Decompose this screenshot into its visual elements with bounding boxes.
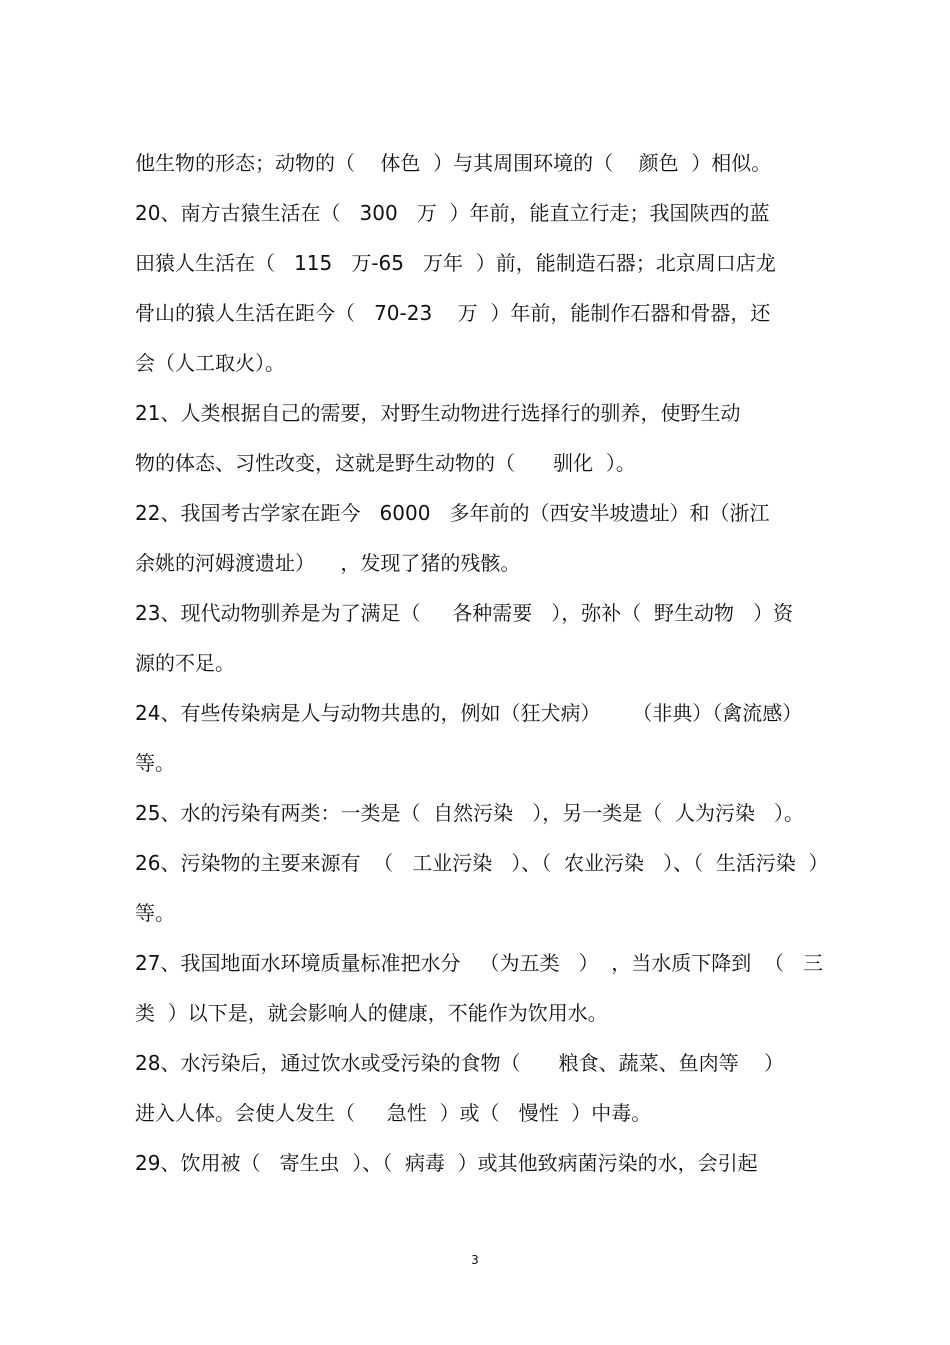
text-line-18: 类 ）以下是，就会影响人的健康，不能作为饮用水。 (135, 1001, 608, 1025)
text-line-20: 进入人体。会使人发生（ 急性 ）或（ 慢性 ）中毒。 (135, 1101, 652, 1125)
text-line-9: 余姚的河姆渡遗址） ，发现了猪的残骸。 (135, 551, 521, 575)
page-number: 3 (471, 1253, 479, 1267)
text-line-21: 29、饮用被（ 寄生虫 ）、（ 病毒 ）或其他致病菌污染的水，会引起 (135, 1151, 758, 1175)
text-line-16: 等。 (135, 901, 175, 925)
text-line-8: 22、我国考古学家在距今 6000 多年前的（西安半坡遗址）和（浙江 (135, 501, 770, 525)
text-line-5: 会（人工取火）。 (135, 351, 285, 375)
text-line-3: 田猿人生活在（ 115 万-65 万年 ）前，能制造石器；北京周口店龙 (135, 251, 776, 275)
text-line-6: 21、人类根据自己的需要，对野生动物进行选择行的驯养，使野生动 (135, 401, 741, 425)
text-line-2: 20、南方古猿生活在（ 300 万 ）年前，能直立行走；我国陕西的蓝 (135, 201, 770, 225)
text-line-14: 25、水的污染有两类：一类是（ 自然污染 ），另一类是（ 人为污染 ）。 (135, 801, 805, 825)
text-line-13: 等。 (135, 751, 175, 775)
text-line-10: 23、现代动物驯养是为了满足（ 各种需要 ），弥补（ 野生动物 ）资 (135, 601, 794, 625)
text-line-17: 27、我国地面水环境质量标准把水分 （为五类 ） ，当水质下降到 （ 三 (135, 951, 824, 975)
text-line-11: 源的不足。 (135, 651, 235, 675)
text-line-4: 骨山的猿人生活在距今（ 70-23 万 ）年前，能制作石器和骨器，还 (135, 301, 771, 325)
text-line-15: 26、污染物的主要来源有 （ 工业污染 ）、（ 农业污染 ）、（ 生活污染 ） (135, 851, 829, 875)
text-line-7: 物的体态、习性改变，这就是野生动物的（ 驯化 ）。 (135, 451, 636, 475)
text-line-1: 他生物的形态；动物的（ 体色 ）与其周围环境的（ 颜色 ）相似。 (135, 151, 772, 175)
text-line-12: 24、有些传染病是人与动物共患的，例如（狂犬病） （非典）（禽流感） (135, 701, 803, 725)
text-line-19: 28、水污染后，通过饮水或受污染的食物（ 粮食、蔬菜、鱼肉等 ） (135, 1051, 785, 1075)
